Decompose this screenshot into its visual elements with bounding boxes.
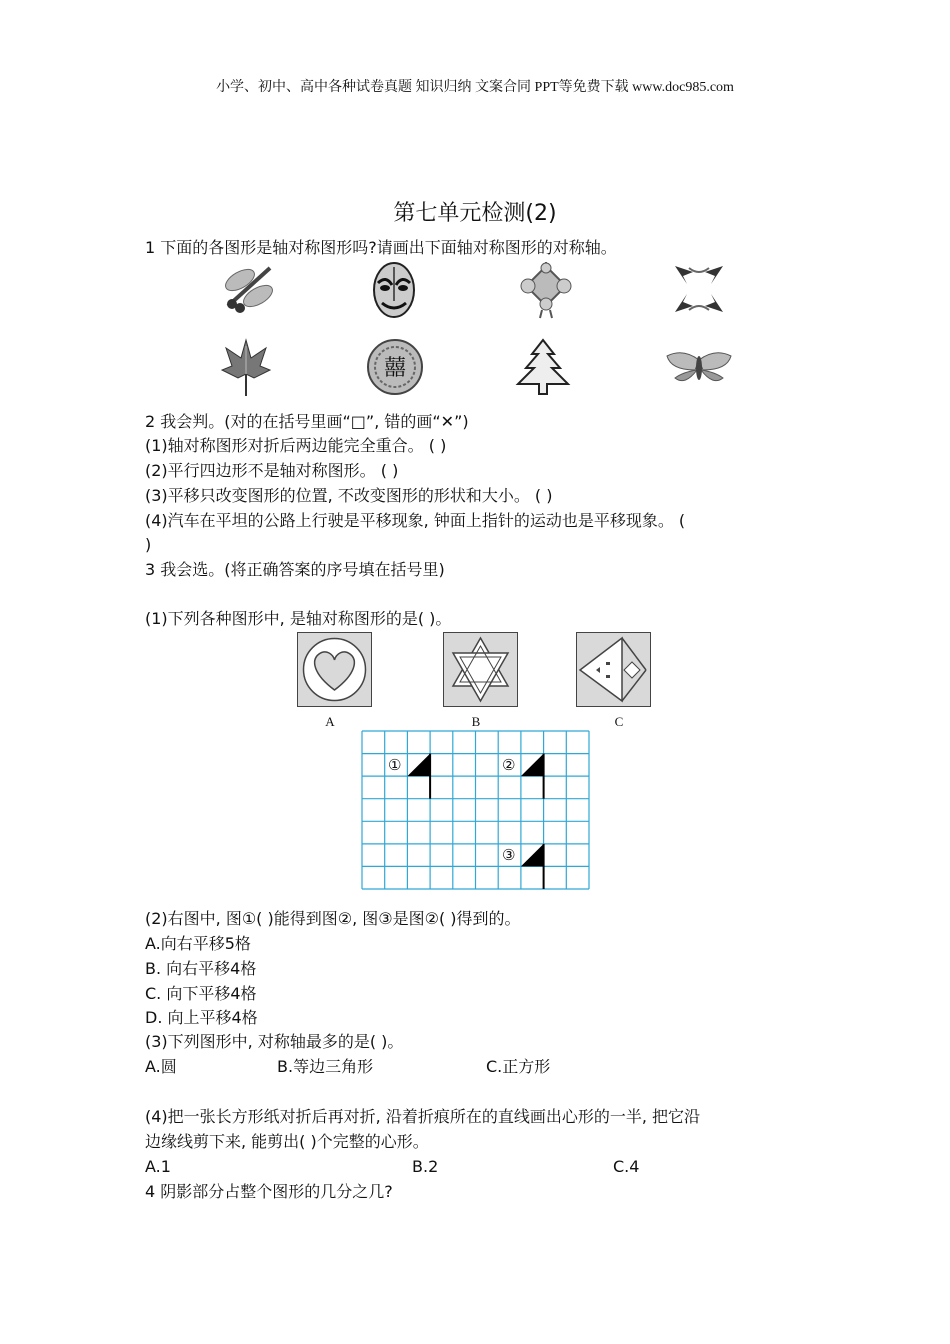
fish-figure bbox=[576, 632, 651, 707]
flag-label-3: ③ bbox=[502, 846, 516, 864]
q3-sub3-prompt: (3)下列图形中, 对称轴最多的是( )。 bbox=[145, 1032, 404, 1051]
q3-sub2-option-b: B. 向右平移4格 bbox=[145, 959, 257, 978]
double-happiness-icon bbox=[366, 338, 424, 396]
flag-label-2: ② bbox=[502, 756, 516, 774]
opera-mask-icon bbox=[372, 261, 416, 319]
svg-text:囍: 囍 bbox=[383, 356, 407, 381]
q4-prompt: 4 阴影部分占整个图形的几分之几? bbox=[145, 1182, 393, 1201]
heart-figure bbox=[297, 632, 372, 707]
star-of-david-figure bbox=[443, 632, 518, 707]
q3-sub2-option-d: D. 向上平移4格 bbox=[145, 1008, 258, 1027]
q2-prompt: 2 我会判。(对的在括号里画“□”, 错的画“✕”) bbox=[145, 412, 469, 431]
q2-item-1: (1)轴对称图形对折后两边能完全重合。 ( ) bbox=[145, 436, 447, 455]
dragonfly-icon bbox=[218, 262, 278, 318]
q3-sub4-option-c: C.4 bbox=[613, 1157, 640, 1176]
maple-leaf-icon bbox=[220, 338, 272, 398]
q1-prompt: 1 下面的各图形是轴对称图形吗?请画出下面轴对称图形的对称轴。 bbox=[145, 238, 617, 257]
pine-tree-icon bbox=[514, 338, 572, 396]
q3-sub4-option-a: A.1 bbox=[145, 1157, 171, 1176]
page-title: 第七单元检测(2) bbox=[393, 201, 557, 226]
q3-sub2-option-c: C. 向下平移4格 bbox=[145, 984, 257, 1003]
moth-icon bbox=[665, 348, 733, 388]
q2-item-4: (4)汽车在平坦的公路上行驶是平移现象, 钟面上指针的运动也是平移现象。 ( bbox=[145, 511, 686, 530]
q3-prompt: 3 我会选。(将正确答案的序号填在括号里) bbox=[145, 560, 445, 579]
flag-label-1: ① bbox=[388, 756, 402, 774]
q3-sub3-option-c: C.正方形 bbox=[486, 1057, 551, 1076]
q3-sub4-prompt-line2: 边缘线剪下来, 能剪出( )个完整的心形。 bbox=[145, 1132, 429, 1151]
q3-sub2-prompt: (2)右图中, 图①( )能得到图②, 图③是图②( )得到的。 bbox=[145, 909, 521, 928]
option-label-b: B bbox=[471, 714, 481, 729]
option-label-c: C bbox=[614, 714, 624, 729]
q3-sub1-prompt: (1)下列各种图形中, 是轴对称图形的是( )。 bbox=[145, 609, 452, 628]
q3-sub4-option-b: B.2 bbox=[412, 1157, 439, 1176]
q2-item-4-close: ) bbox=[145, 535, 152, 554]
translation-grid bbox=[362, 731, 589, 889]
q2-item-2: (2)平行四边形不是轴对称图形。 ( ) bbox=[145, 461, 399, 480]
q3-sub2-option-a: A.向右平移5格 bbox=[145, 934, 251, 953]
ornament-icon bbox=[671, 262, 727, 316]
q3-sub3-option-a: A.圆 bbox=[145, 1057, 177, 1076]
page-header: 小学、初中、高中各种试卷真题 知识归纳 文案合同 PPT等免费下载 www.doc985.com bbox=[216, 80, 734, 95]
q3-sub3-option-b: B.等边三角形 bbox=[277, 1057, 374, 1076]
chinese-knot-icon bbox=[518, 262, 574, 320]
option-label-a: A bbox=[325, 714, 335, 729]
q2-item-3: (3)平移只改变图形的位置, 不改变图形的形状和大小。 ( ) bbox=[145, 486, 553, 505]
q3-sub4-prompt-line1: (4)把一张长方形纸对折后再对折, 沿着折痕所在的直线画出心形的一半, 把它沿 bbox=[145, 1107, 701, 1126]
